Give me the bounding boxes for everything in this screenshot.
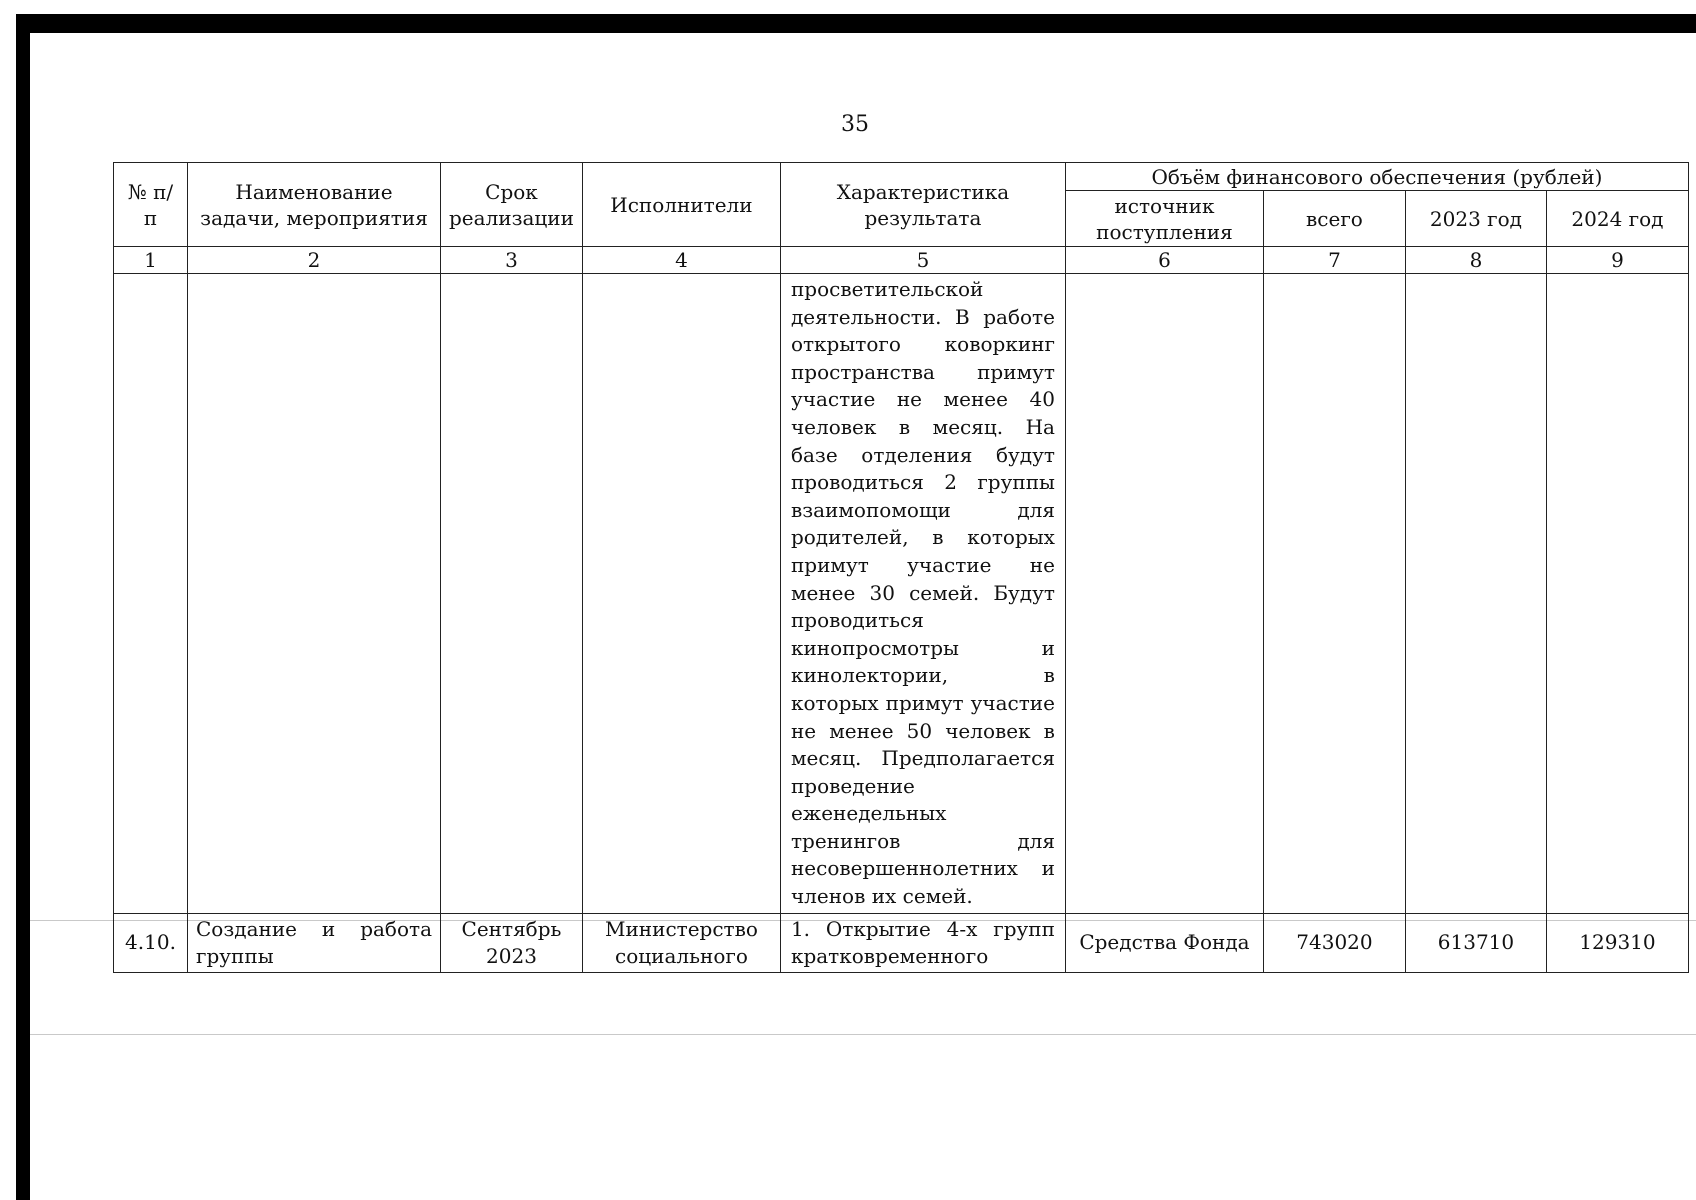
row-num: 4.10.: [114, 913, 188, 972]
table-row: [114, 913, 1689, 972]
column-number-row: [114, 247, 1689, 274]
row-term: Сентябрь 2023: [441, 913, 583, 972]
column-number: 9: [1546, 247, 1688, 274]
empty-cell: [582, 274, 780, 914]
scan-artifact-line: [30, 1034, 1696, 1035]
scan-margin: [0, 0, 1696, 14]
empty-cell: [441, 274, 583, 914]
result-text-continued: просветительской деятельности. В работе открытого коворкинг пространства примут участие не менее 40 человек в месяц. На базе отделения будут проводиться 2 группы взаимопомощи для родителей, в которых примут участие не менее 30 семей. Будут проводиться кинопросмотры и кинолектории, в которых примут участие не менее 50 человек в месяц. Предполагается проведение еженедельных тренингов для несовершеннолетних и членов их семей.: [780, 274, 1065, 914]
row-result: 1. Открытие 4-х групп кратковременного: [780, 913, 1065, 972]
empty-cell: [1065, 274, 1263, 914]
column-number: 1: [114, 247, 188, 274]
empty-cell: [1546, 274, 1688, 914]
row-task-name: Создание и работа группы: [188, 913, 441, 972]
row-executors: Министерство социального: [582, 913, 780, 972]
column-number: 8: [1405, 247, 1546, 274]
column-number: 3: [441, 247, 583, 274]
column-number: 5: [780, 247, 1065, 274]
row-total: 743020: [1263, 913, 1405, 972]
header-term: Срок реализации: [441, 163, 583, 247]
row-2024: 129310: [1546, 913, 1688, 972]
column-number: 7: [1263, 247, 1405, 274]
column-number: 4: [582, 247, 780, 274]
empty-cell: [114, 274, 188, 914]
empty-cell: [1405, 274, 1546, 914]
column-number: 2: [188, 247, 441, 274]
column-number: 6: [1065, 247, 1263, 274]
empty-cell: [1263, 274, 1405, 914]
header-finance: Объём финансового обеспечения (рублей): [1065, 163, 1688, 191]
header-num: № п/п: [114, 163, 188, 247]
scan-border-top: [16, 14, 1696, 33]
header-source: источник поступления: [1065, 191, 1263, 247]
scan-border-left: [16, 14, 30, 1200]
row-2023: 613710: [1405, 913, 1546, 972]
empty-cell: [188, 274, 441, 914]
header-total: всего: [1263, 191, 1405, 247]
finance-table: [113, 162, 1689, 973]
header-executors: Исполнители: [582, 163, 780, 247]
page-number: 35: [841, 112, 869, 137]
header-row: [114, 163, 1689, 191]
header-result: Характеристика результата: [780, 163, 1065, 247]
continuation-row: [114, 274, 1689, 914]
row-source: Средства Фонда: [1065, 913, 1263, 972]
header-name: Наименование задачи, мероприятия: [188, 163, 441, 247]
header-2023: 2023 год: [1405, 191, 1546, 247]
header-2024: 2024 год: [1546, 191, 1688, 247]
